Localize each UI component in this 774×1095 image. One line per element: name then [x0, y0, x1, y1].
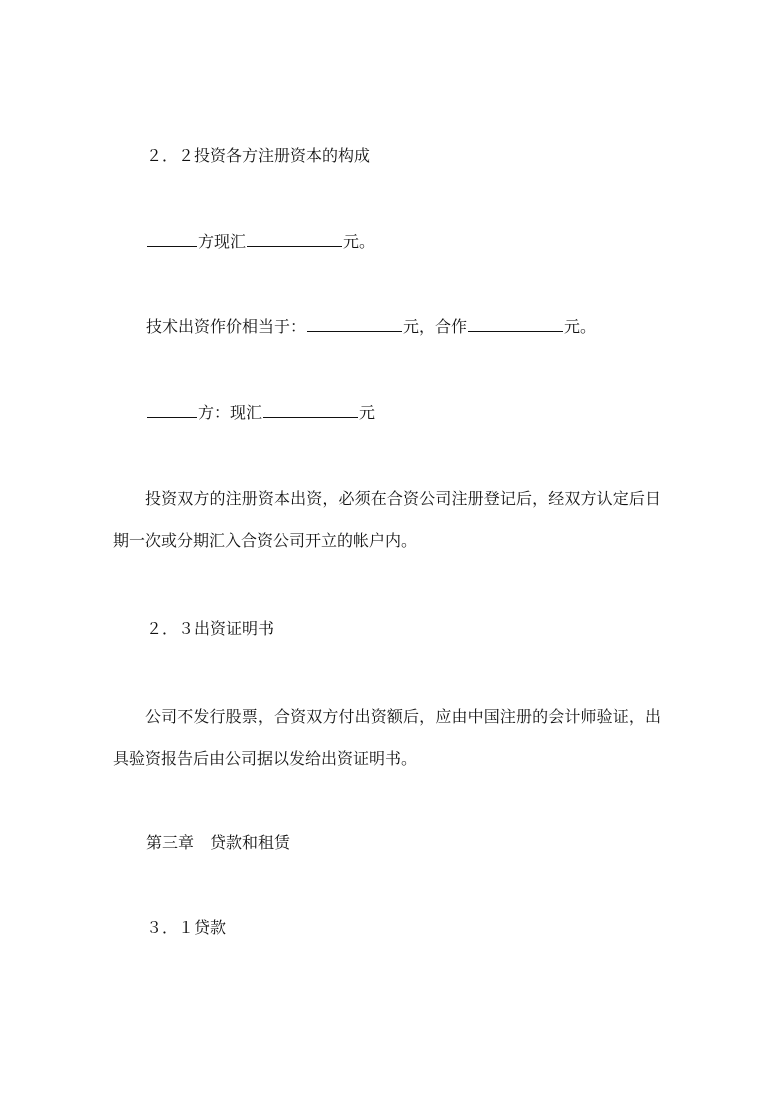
blank-tech-amount	[307, 315, 402, 332]
paragraph-capital-injection: 投资双方的注册资本出资，必须在合资公司注册登记后，经双方认定后日期一次或分期汇入合资公司开立的帐户内。	[113, 489, 661, 550]
blank-cash-amount	[247, 230, 342, 247]
blank-party-name	[147, 230, 197, 247]
capital-line-1-unit: 元。	[343, 232, 376, 251]
section-2-2-title: ２．２投资各方注册资本的构成	[146, 146, 371, 165]
blank-coop-amount	[468, 315, 563, 332]
section-3-1-title: ３．１贷款	[146, 918, 227, 937]
capital-line-2	[146, 315, 596, 337]
blank-party-name-2	[147, 401, 197, 418]
capital-line-2-label: 技术出资作价相当于：	[146, 317, 307, 336]
paragraph-certificate: 公司不发行股票，合资双方付出资额后，应由中国注册的会计师验证，出具验资报告后由公司据以发给出资证明书。	[113, 707, 661, 768]
blank-cash-amount-2	[263, 401, 358, 418]
capital-line-2-mid: 元，合作	[403, 317, 468, 336]
capital-line-3-unit: 元	[359, 403, 376, 422]
capital-line-3-label: 方：现汇	[198, 403, 263, 422]
capital-line-1	[146, 230, 375, 252]
capital-line-1-label: 方现汇	[198, 232, 247, 251]
chapter-3-title: 第三章 贷款和租赁	[146, 833, 291, 852]
section-2-3-title: ２．３出资证明书	[146, 619, 275, 638]
capital-line-3	[146, 401, 375, 423]
capital-line-2-unit: 元。	[564, 317, 597, 336]
